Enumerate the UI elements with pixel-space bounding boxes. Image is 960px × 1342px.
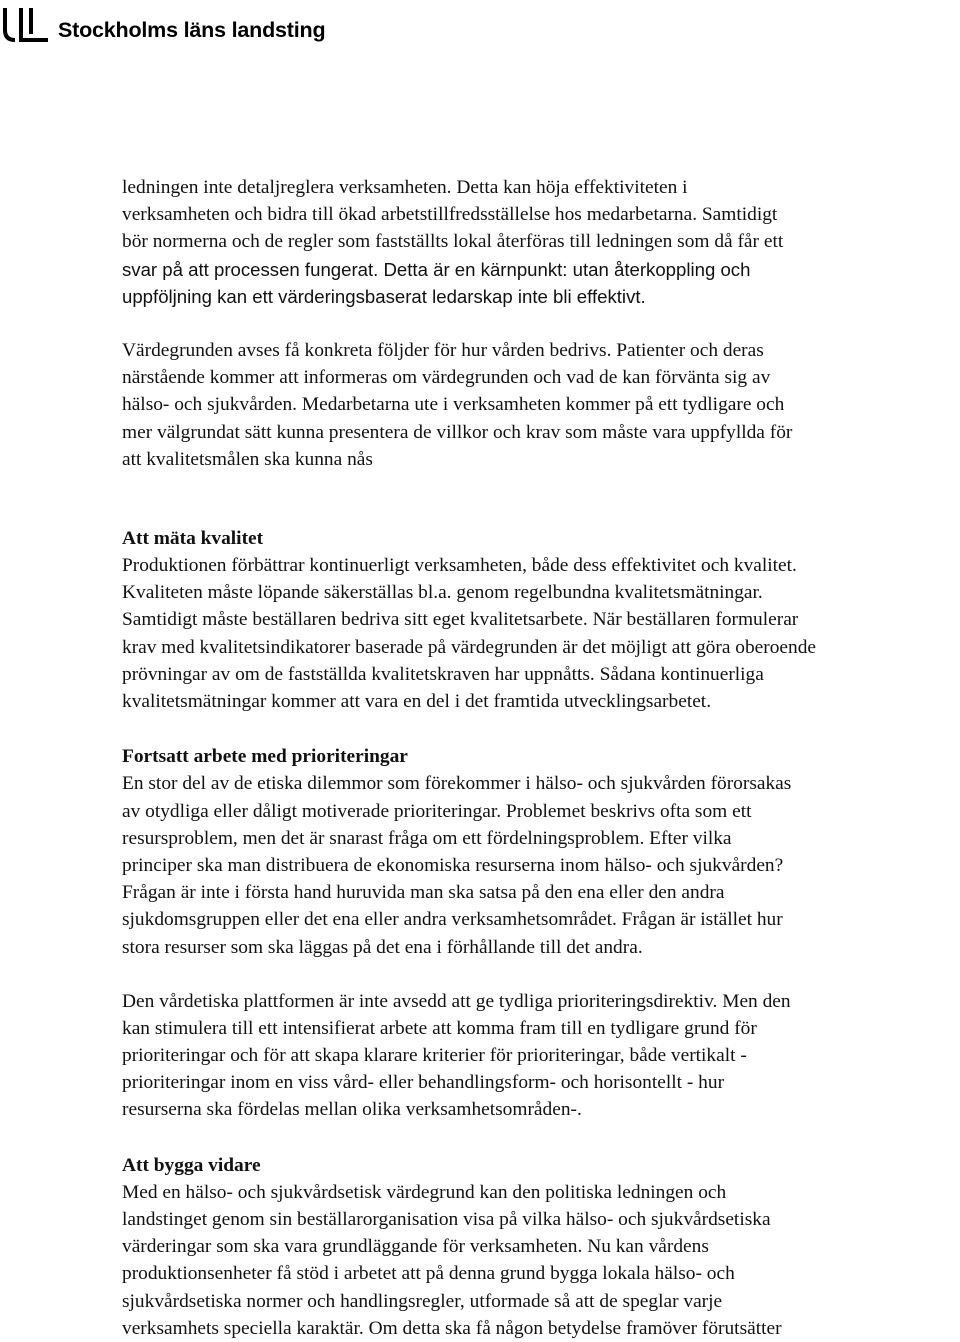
text-line: närstående kommer att informeras om värdegrunden och vad de kan förvänta sig av xyxy=(122,367,771,389)
text-line: principer ska man distribuera de ekonomiska resurserna inom hälso- och sjukvården? xyxy=(122,854,784,876)
text-line: att kvalitetsmålen ska kunna nås xyxy=(122,448,373,470)
text-line: prövningar av om de fastställda kvalitetskraven har uppnåtts. Sådana kontinuerliga xyxy=(122,663,764,685)
text-line: produktionsenheter få stöd i arbetet att på denna grund bygga lokala hälso- och xyxy=(122,1263,735,1285)
text-line: Samtidigt måste beställaren bedriva sitt eget kvalitetsarbete. När beställaren formulerar xyxy=(122,609,799,631)
text-line: Den vårdetiska plattformen är inte avsedd att ge tydliga prioriteringsdirektiv. Men den xyxy=(122,990,791,1012)
text-line: verksamhets speciella karaktär. Om detta ska få någon betydelse framöver förutsätter xyxy=(122,1317,782,1339)
text-line: verksamheten och bidra till ökad arbetstillfredsställelse hos medarbetarna. Samtidigt xyxy=(122,204,778,226)
text-line: krav med kvalitetsindikatorer baserade på värdegrunden är det möjligt att göra oberoende xyxy=(122,636,817,658)
section-bygga-vidare xyxy=(122,1152,958,1342)
document-body xyxy=(122,174,958,1342)
page-header xyxy=(0,6,960,50)
text-line: hälso- och sjukvården. Medarbetarna ute i verksamheten kommer på ett tydligare och xyxy=(122,394,785,416)
text-line: landstinget genom sin beställarorganisation visa på vilka hälso- och sjukvårdsetiska xyxy=(122,1209,771,1230)
sll-logo-icon xyxy=(2,6,48,46)
text-line: kan stimulera till ett intensifierat arbete att komma fram till en tydligare grund för xyxy=(122,1017,757,1039)
paragraph-vardegrunden xyxy=(122,337,958,473)
text-line: sjukdomsgruppen eller det ena eller andra verksamhetsområdet. Frågan är istället hur xyxy=(122,909,783,931)
text-line: av otydliga eller dåligt motiverade prioriteringar. Problemet beskrivs ofta som ett xyxy=(122,800,752,822)
text-line: svar på att processen fungerat. Detta är en kärnpunkt: utan återkoppling och xyxy=(122,258,751,280)
section-prioriteringar xyxy=(122,743,958,1123)
logo-text: Stockholms läns landsting xyxy=(58,18,326,42)
paragraph-ledarskap xyxy=(122,174,958,310)
text-line: resursproblem, men det är snarast fråga om ett fördelningsproblem. Efter vilka xyxy=(122,827,732,849)
section-kvalitet xyxy=(122,525,958,715)
text-line: Med en hälso- och sjukvårdsetisk värdegrund kan den politiska ledningen och xyxy=(122,1181,727,1203)
text-line: resurserna ska fördelas mellan olika verksamhetsområden-. xyxy=(122,1099,582,1121)
text-line: ledningen inte detaljreglera verksamheten. Detta kan höja effektiviteten i xyxy=(122,177,688,198)
text-line: sjukvårdsetiska normer och handlingsregler, utformade så att de speglar varje xyxy=(122,1290,723,1312)
text-line: Frågan är inte i första hand huruvida man ska satsa på den ena eller den andra xyxy=(122,882,725,904)
text-line: bör normerna och de regler som fastställts lokal återföras till ledningen som då får ett xyxy=(122,231,784,253)
section-heading: Att mäta kvalitet xyxy=(122,527,264,549)
text-line: Produktionen förbättrar kontinuerligt verksamheten, både dess effektivitet och kvalitet. xyxy=(122,555,797,577)
text-line: värderingar som ska vara grundläggande för verksamheten. Nu kan vårdens xyxy=(122,1236,709,1258)
section-heading: Att bygga vidare xyxy=(122,1154,261,1176)
text-line: stora resurser som ska läggas på det ena i förhållande till det andra. xyxy=(122,936,643,958)
text-line: En stor del av de etiska dilemmor som förekommer i hälso- och sjukvården förorsakas xyxy=(122,773,792,795)
text-line: prioriteringar och för att skapa klarare kriterier för prioriteringar, både vertikalt - xyxy=(122,1045,747,1067)
section-heading: Fortsatt arbete med prioriteringar xyxy=(122,746,408,768)
text-line: prioriteringar inom en viss vård- eller behandlingsform- och horisontellt - hur xyxy=(122,1072,725,1094)
text-line: Kvaliteten måste löpande säkerställas bl.a. genom regelbundna kvalitetsmätningar. xyxy=(122,582,763,604)
text-line: uppföljning kan ett värderingsbaserat ledarskap inte bli effektivt. xyxy=(122,285,646,307)
text-line: Värdegrunden avses få konkreta följder för hur vården bedrivs. Patienter och deras xyxy=(122,339,764,361)
text-line: mer välgrundat sätt kunna presentera de villkor och krav som måste vara uppfyllda för xyxy=(122,421,793,443)
text-line: kvalitetsmätningar kommer att vara en del i det framtida utvecklingsarbetet. xyxy=(122,691,712,712)
